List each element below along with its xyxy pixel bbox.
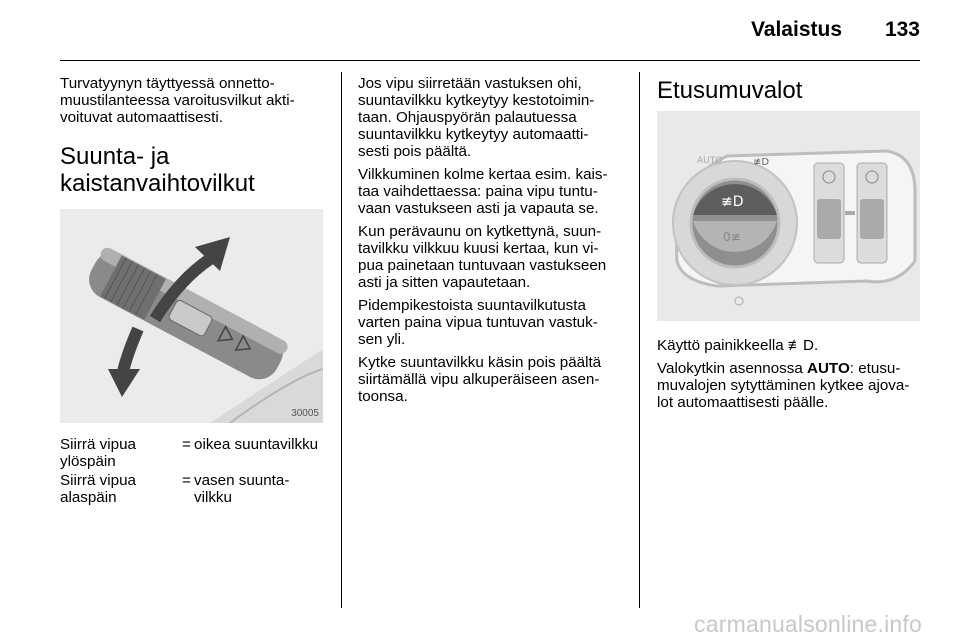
turn-signal-lever-illustration: [60, 209, 323, 423]
column-divider-2: [639, 72, 640, 608]
legend-equals: =: [182, 436, 191, 453]
column-divider-1: [341, 72, 342, 608]
paragraph: Vilkkuminen kolme kertaa esim. kais- taa vaihdettaessa: paina vipu tuntu- vaan vastukseen asti ja vapauta se.: [358, 166, 608, 217]
header-rule: [60, 60, 920, 61]
section-heading-turn-signals: Suunta- ja kaistanvaihtovilkut: [60, 143, 255, 197]
section-heading-front-fog-lights: Etusumuvalot: [657, 77, 803, 104]
paragraph: Käyttö painikkeella ≢D.: [657, 337, 819, 354]
paragraph: Pidempikestoista suuntavilkutusta varten paina vipua tuntuvan vastuk- sen yli.: [358, 297, 598, 348]
column-2: [358, 75, 626, 411]
legend-value: vasen suunta- vilkku: [194, 472, 290, 506]
auto-label: AUTO: [697, 156, 723, 166]
watermark: carmanualsonline.info: [694, 611, 922, 637]
figure-code: 30005: [291, 408, 319, 419]
legend-label: Siirrä vipua alaspäin: [60, 472, 136, 506]
legend-label: Siirrä vipua ylöspäin: [60, 436, 136, 470]
column-1: [60, 75, 325, 211]
light-switch-drawing: [657, 111, 920, 321]
legend-equals: =: [182, 472, 191, 489]
column-3-text: [657, 337, 922, 417]
column-3: [657, 75, 922, 104]
legend-row: [60, 436, 325, 470]
paragraph: Kun perävaunu on kytkettynä, suun- tavilkku vilkkuu kuusi kertaa, kun vi- pua painetaan tuntuvaan vastukseen asti ja sitten vapautetaan.: [358, 223, 607, 291]
text-fragment: Valokytkin asennossa: [657, 360, 807, 377]
legend-table: [60, 436, 325, 508]
paragraph: [657, 360, 922, 411]
legend-value: oikea suuntavilkku: [194, 436, 319, 453]
page-number: 133: [884, 18, 920, 41]
light-switch-illustration: [657, 111, 920, 321]
svg-text:0≢: 0≢: [723, 230, 741, 244]
paragraph: Kytke suuntavilkku käsin pois päältä siirtämällä vipu alkuperäiseen asen- toonsa.: [358, 354, 602, 405]
legend-row: [60, 472, 325, 506]
chapter-title: Valaistus: [750, 18, 842, 41]
intro-paragraph: Turvatyynyn täyttyessä onnetto- muustilanteessa varoitusvilkut akti- voituvat automaattisesti.: [60, 75, 295, 126]
svg-text:≢D: ≢D: [753, 157, 770, 168]
turn-signal-lever-drawing: [60, 209, 323, 423]
auto-keyword: AUTO: [807, 360, 850, 377]
paragraph: Jos vipu siirretään vastuksen ohi, suuntavilkku kytkeytyy kestotoimin- taan. Ohjauspyörän palautuessa suuntavilkku kytkeytyy automaatti- sesti pois päältä.: [358, 75, 595, 160]
text-fragment: : etusu- muvalojen sytyttäminen kytkee ajova- lot automaattisesti päälle.: [657, 360, 910, 411]
svg-text:≢D: ≢D: [721, 194, 744, 210]
